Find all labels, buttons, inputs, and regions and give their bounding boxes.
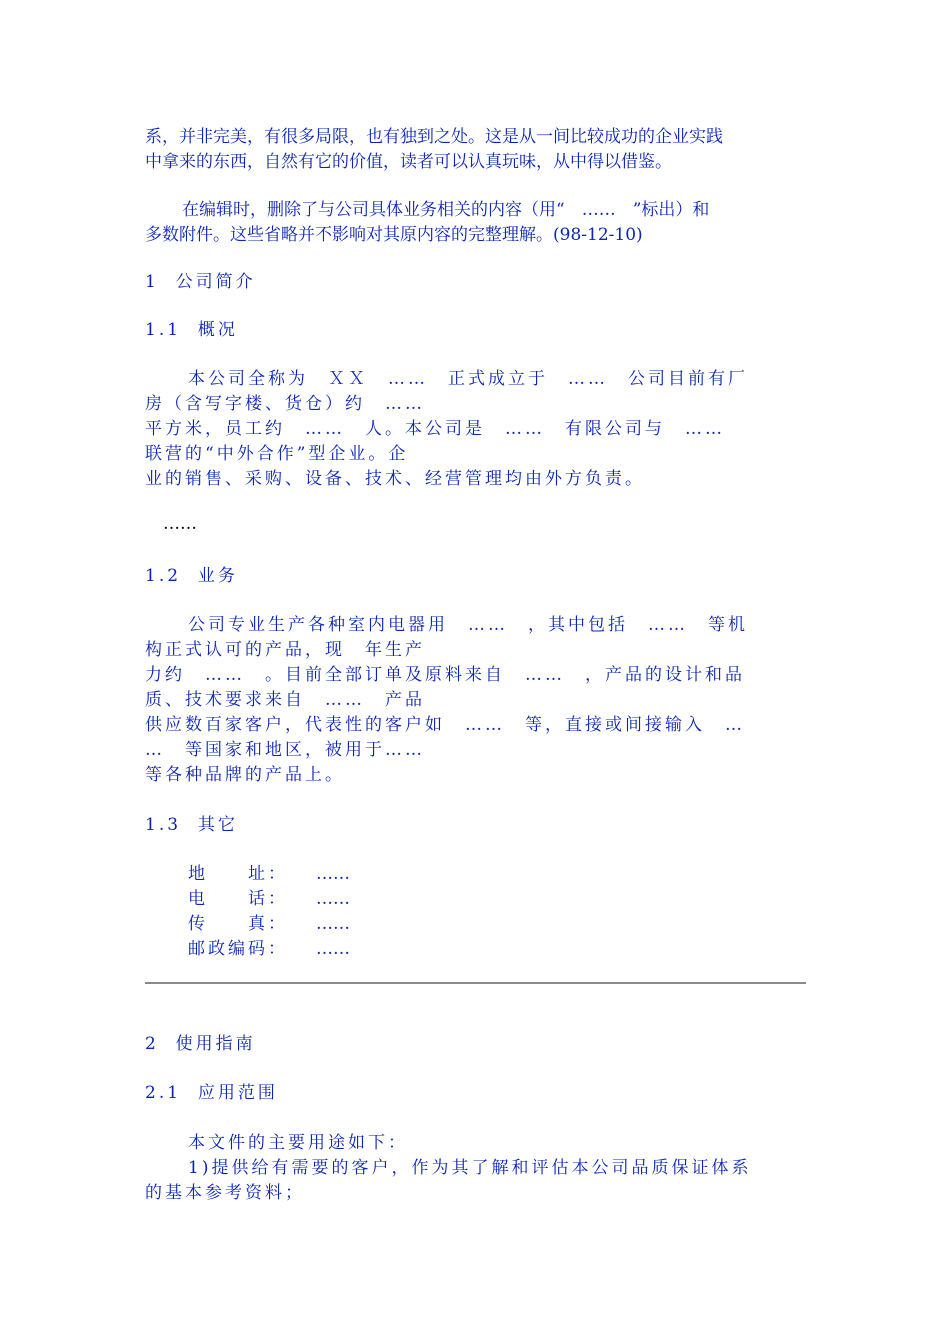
s21-line-3: 的基本参考资料； <box>145 1183 305 1203</box>
section-1-1-heading: 1.1 概况 <box>145 320 238 340</box>
contact-postcode-label: 邮政编码： <box>188 939 288 959</box>
section-1-heading: 1 公司简介 <box>145 272 256 292</box>
intro-line-2: 中拿来的东西，自然有它的价值，读者可以认真玩味，从中得以借鉴。 <box>145 152 672 172</box>
s12-line-3: 力约 …… 。目前全部订单及原料来自 …… ，产品的设计和品 <box>145 665 745 685</box>
s21-line-2: 1)提供给有需要的客户，作为其了解和评估本公司品质保证体系 <box>188 1158 752 1178</box>
intro-line-3: 在编辑时，删除了与公司具体业务相关的内容（用“ …… ”标出）和 <box>182 200 710 220</box>
contact-phone-label: 电 话： <box>188 889 288 909</box>
contact-phone-value: …… <box>316 889 350 909</box>
s11-line-4: 联营的“中外合作”型企业。企 <box>145 444 409 464</box>
contact-fax-value: …… <box>316 914 350 934</box>
s12-line-4: 质、技术要求来自 …… 产品 <box>145 690 425 710</box>
s12-line-1: 公司专业生产各种室内电器用 …… ，其中包括 …… 等机 <box>188 615 748 635</box>
section-2-heading: 2 使用指南 <box>145 1034 256 1054</box>
s11-line-1: 本公司全称为 ＸＸ …… 正式成立于 …… 公司目前有厂 <box>188 369 748 389</box>
contact-postcode-value: …… <box>316 939 350 959</box>
intro-line-1: 系，并非完美，有很多局限，也有独到之处。这是从一间比较成功的企业实践 <box>145 127 723 147</box>
s12-line-6: … 等国家和地区，被用于…… <box>145 740 425 760</box>
s12-line-7: 等各种品牌的产品上。 <box>145 765 345 785</box>
contact-address-value: …… <box>316 864 350 884</box>
s11-line-3: 平方米，员工约 …… 人。本公司是 …… 有限公司与 …… <box>145 419 725 439</box>
section-2-1-heading: 2.1 应用范围 <box>145 1083 278 1103</box>
section-divider <box>145 982 806 984</box>
contact-address-label: 地 址： <box>188 864 288 884</box>
section-1-3-heading: 1.3 其它 <box>145 815 238 835</box>
section-1-2-heading: 1.2 业务 <box>145 566 238 586</box>
s11-line-5: 业的销售、采购、设备、技术、经营管理均由外方负责。 <box>145 469 645 489</box>
s11-line-2: 房（含写字楼、货仓）约 …… <box>145 394 425 414</box>
s12-line-2: 构正式认可的产品，现 年生产 <box>145 640 425 660</box>
s12-line-5: 供应数百家客户，代表性的客户如 …… 等，直接或间接输入 … <box>145 715 745 735</box>
s11-ellipsis: …… <box>163 514 197 534</box>
contact-fax-label: 传 真： <box>188 914 288 934</box>
s21-line-1: 本文件的主要用途如下： <box>188 1133 408 1153</box>
intro-line-4: 多数附件。这些省略并不影响对其原内容的完整理解。(98-12-10) <box>145 225 643 245</box>
